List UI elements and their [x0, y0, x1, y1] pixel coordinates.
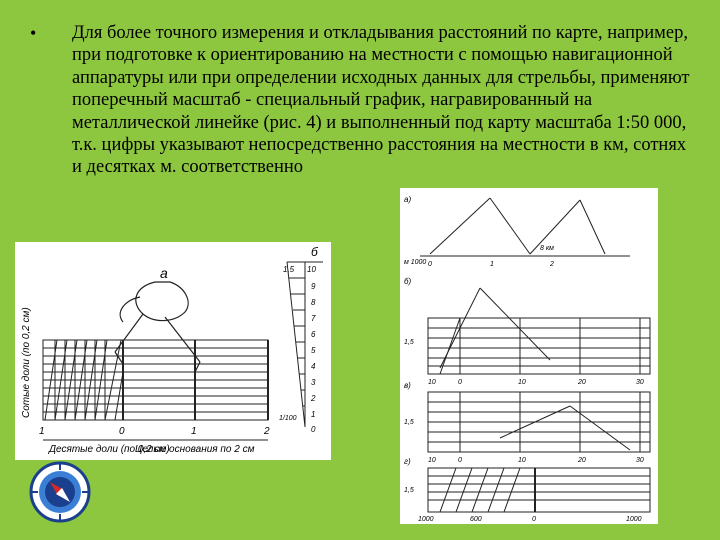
wedge-num-2: 2: [311, 394, 316, 403]
distance-label: 8 км: [540, 245, 554, 252]
scale-label: м 1000: [404, 259, 427, 266]
wedge-num-0: 0: [311, 425, 316, 434]
wedge-num-3: 3: [311, 378, 316, 387]
axis-b-1: 0: [458, 379, 462, 386]
axis-num-1: 1: [39, 426, 45, 437]
panel-d-grid: [428, 468, 650, 512]
panel-label-a: а): [404, 195, 412, 204]
xlabel-left: Десятые доли (по 0,2 см): [49, 444, 170, 455]
panel-label-b: б): [404, 277, 412, 286]
axis-num-4: 2: [264, 426, 270, 437]
axis-num-2: 0: [119, 426, 125, 437]
scale-grid: [43, 340, 268, 420]
wedge-side-label: 1,5: [283, 265, 295, 274]
axis-c-3: 20: [578, 457, 586, 464]
dividers-drawing: [400, 188, 658, 524]
axis-num-3: 1: [191, 426, 197, 437]
panel-c-grid: [428, 392, 650, 452]
wedge-num-7: 7: [311, 314, 316, 323]
wedge-bottom-label: 1/100: [279, 415, 297, 422]
panel-a-drawing: [420, 198, 630, 256]
dividers-figure: [400, 188, 658, 524]
wedge-num-5: 5: [311, 346, 316, 355]
axis-a-1: 0: [428, 261, 432, 268]
wedge-num-6: 6: [311, 330, 316, 339]
panel-label-c: в): [404, 381, 411, 390]
axis-b-2: 10: [518, 379, 526, 386]
body-paragraph: Для более точного измерения и откладывания расстояний по карте, например, при подготовке к ориентированию на местности с помощью навигационной аппаратуры или при определении исходных данных для стрельбы, применяют поперечный масштаб - специальный график, награвированный на металлической линейке (рис. 4) и выполненный под карту масштаба 1:50 000, т.к. цифры указывают непосредственно расстояния на местности в км, сотнях и десятках м. соответственно: [72, 23, 690, 178]
side-label-c: 1,5: [404, 419, 414, 426]
wedge-num-1: 1: [311, 410, 316, 419]
wedge-letter: б: [311, 245, 318, 259]
label-a: а: [160, 265, 168, 281]
wedge-num-10: 10: [307, 265, 316, 274]
ylabel-text: Сотые доли (по 0,2 см): [21, 307, 32, 418]
panel-b-grid: [428, 288, 650, 374]
compass-icon: [28, 460, 92, 524]
bullet-marker: •: [30, 23, 37, 43]
wedge-num-8: 8: [311, 298, 316, 307]
axis-c-1: 0: [458, 457, 462, 464]
wedge-scale: [287, 262, 323, 427]
wedge-num-9: 9: [311, 282, 316, 291]
xlabel-right: Целые основания по 2 см: [135, 444, 255, 455]
transverse-scale-figure: [15, 242, 331, 460]
axis-c-4: 30: [636, 457, 644, 464]
axis-b-0: 10: [428, 379, 436, 386]
transverse-scale-drawing: [15, 242, 331, 460]
panel-label-d: г): [404, 457, 411, 466]
axis-b-3: 20: [578, 379, 586, 386]
side-label-b: 1,5: [404, 339, 414, 346]
axis-a-3: 2: [550, 261, 554, 268]
compass-logo: [28, 460, 92, 524]
hand-pointer-sketch: [115, 282, 200, 372]
axis-d-2: 0: [532, 516, 536, 523]
axis-d-3: 1000: [626, 516, 642, 523]
axis-d-0: 1000: [418, 516, 434, 523]
axis-d-1: 600: [470, 516, 482, 523]
side-label-d: 1,5: [404, 487, 414, 494]
axis-c-2: 10: [518, 457, 526, 464]
axis-b-4: 30: [636, 379, 644, 386]
axis-c-0: 10: [428, 457, 436, 464]
axis-a-2: 1: [490, 261, 494, 268]
wedge-num-4: 4: [311, 362, 316, 371]
